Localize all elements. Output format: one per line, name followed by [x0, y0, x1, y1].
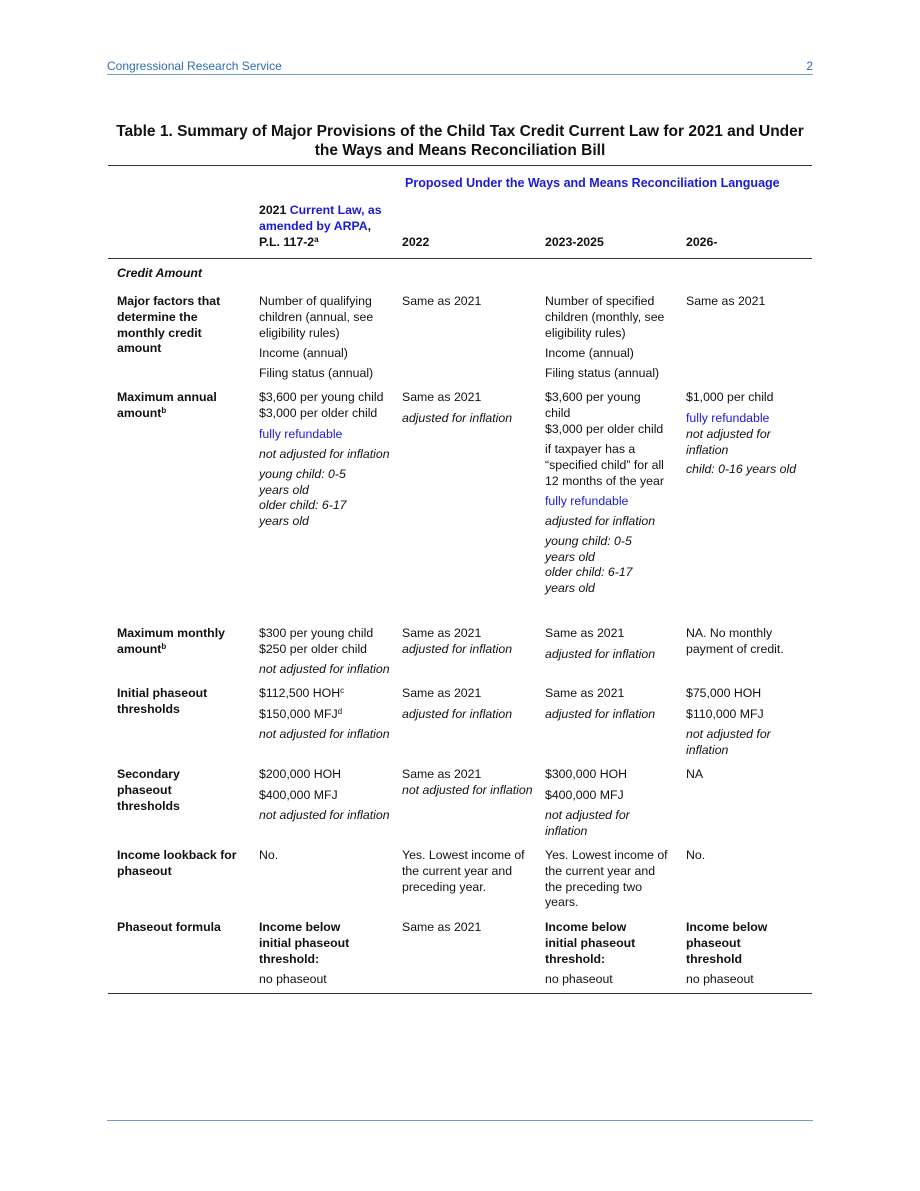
factors-2023-income: Income (annual): [545, 346, 634, 360]
formula-2026-condition: Income below phaseout threshold: [686, 920, 768, 966]
footnote-d: d: [337, 707, 343, 716]
monthly-2021-young: $300 per young child: [259, 626, 374, 640]
lookback-2021: No.: [259, 848, 279, 862]
table-title: Table 1. Summary of Major Provisions of the Child Tax Credit Current Law for 2021 and Under the Ways and Means Reconciliation Bill: [116, 123, 804, 159]
footnote-b: b: [161, 405, 167, 415]
annual-2026-refundable: fully refundable: [686, 411, 770, 425]
monthly-2023-inflation: adjusted for inflation: [545, 647, 656, 661]
initial-2026-hoh: $75,000 HOH: [686, 686, 762, 700]
secondary-2021-hoh: $200,000 HOH: [259, 767, 342, 781]
secondary-2023-hoh: $300,000 HOH: [545, 767, 628, 781]
lookback-2026: No.: [686, 848, 706, 862]
col-2022: 2022: [402, 235, 430, 249]
col-current-law: [259, 203, 391, 250]
formula-2023-result: no phaseout: [545, 972, 613, 986]
factors-2023-children: Number of specified children (monthly, see eligibility rules): [545, 294, 665, 340]
annual-2023-older: $3,000 per older child: [545, 422, 664, 436]
annual-2026-inflation: not adjusted for inflation: [686, 427, 771, 457]
page-header: [107, 58, 813, 75]
monthly-label-text: Maximum monthly amount: [117, 626, 225, 656]
annual-2026-age: child: 0-16 years old: [686, 462, 797, 476]
factors-2022: Same as 2021: [402, 294, 482, 308]
section-credit-amount: Credit Amount: [117, 266, 202, 280]
annual-2021-older: $3,000 per older child: [259, 406, 378, 420]
monthly-2021-older: $250 per older child: [259, 642, 368, 656]
row-label-lookback: Income lookback for phaseout: [117, 848, 237, 878]
row-label-monthly: [117, 626, 247, 658]
monthly-2022-inflation: adjusted for inflation: [402, 642, 513, 656]
secondary-2022-inflation: not adjusted for inflation: [402, 783, 533, 797]
table-top-rule: [108, 165, 812, 166]
factors-2021-income: Income (annual): [259, 346, 348, 360]
page-footer-rule: [107, 1120, 813, 1121]
row-label-annual: [117, 390, 237, 422]
formula-2022: Same as 2021: [402, 920, 482, 934]
annual-2021-young: $3,600 per young child: [259, 390, 384, 404]
annual-2023-young-age: young child: 0-5 years old: [545, 534, 632, 564]
col-2026: 2026-: [686, 235, 718, 249]
row-label-initial: Initial phaseout thresholds: [117, 686, 208, 716]
annual-2022-inflation: adjusted for inflation: [402, 411, 513, 425]
arpa-label: ARPA: [333, 218, 368, 233]
formula-2021-result: no phaseout: [259, 972, 327, 986]
secondary-2021-inflation: not adjusted for inflation: [259, 808, 390, 822]
annual-2021-young-age: young child: 0-5 years old: [259, 467, 346, 497]
annual-2022-same: Same as 2021: [402, 390, 482, 404]
initial-2021-inflation: not adjusted for inflation: [259, 727, 390, 741]
secondary-2022-same: Same as 2021: [402, 767, 482, 781]
col-current-year: 2021: [259, 203, 287, 217]
proposed-heading: Proposed Under the Ways and Means Reconciliation Language: [405, 176, 780, 190]
pl-label: , P.L. 117-2: [259, 218, 372, 249]
formula-2026-result: no phaseout: [686, 972, 754, 986]
initial-2022-same: Same as 2021: [402, 686, 482, 700]
formula-2021-condition: Income below initial phaseout threshold:: [259, 920, 350, 966]
annual-2021-older-age: older child: 6-17 years old: [259, 498, 347, 528]
initial-2021-mfj: [259, 707, 391, 723]
initial-2021-hoh-text: $112,500 HOH: [259, 686, 341, 700]
annual-2021-inflation: not adjusted for inflation: [259, 447, 390, 461]
row-label-secondary: Secondary phaseout thresholds: [117, 767, 180, 813]
factors-2023-filing: Filing status (annual): [545, 366, 660, 380]
annual-2023-young: $3,600 per young child: [545, 390, 641, 420]
annual-2026-amount: $1,000 per child: [686, 390, 774, 404]
header-rule: [108, 258, 812, 259]
col-2023-2025: 2023-2025: [545, 235, 604, 249]
initial-2026-mfj: $110,000 MFJ: [686, 707, 764, 721]
initial-2026-inflation: not adjusted for inflation: [686, 727, 771, 757]
monthly-2026: NA. No monthly payment of credit.: [686, 626, 784, 656]
initial-2021-mfj-text: $150,000 MFJ: [259, 707, 338, 721]
factors-2026: Same as 2021: [686, 294, 766, 308]
secondary-2021-mfj: $400,000 MFJ: [259, 788, 338, 802]
annual-2023-refundable: fully refundable: [545, 494, 629, 508]
row-label-formula: Phaseout formula: [117, 920, 221, 934]
footnote-c: c: [340, 686, 345, 695]
secondary-2023-mfj: $400,000 MFJ: [545, 788, 624, 802]
current-law-label: Current Law, as amended by: [259, 203, 382, 233]
footnote-a: a: [314, 234, 319, 244]
factors-2021-children: Number of qualifying children (annual, see eligibility rules): [259, 294, 374, 340]
annual-2021-refundable: fully refundable: [259, 427, 343, 441]
initial-2022-inflation: adjusted for inflation: [402, 707, 513, 721]
lookback-2023: Yes. Lowest income of the current year and the preceding two years.: [545, 848, 668, 910]
annual-2023-inflation: adjusted for inflation: [545, 514, 656, 528]
initial-2023-same: Same as 2021: [545, 686, 625, 700]
lookback-2022: Yes. Lowest income of the current year and preceding year.: [402, 848, 525, 894]
formula-2023-condition: Income below initial phaseout threshold:: [545, 920, 636, 966]
row-label-factors: Major factors that determine the monthly credit amount: [117, 294, 221, 356]
factors-2021-filing: Filing status (annual): [259, 366, 374, 380]
initial-2021-hoh: [259, 686, 391, 702]
monthly-2023-same: Same as 2021: [545, 626, 625, 640]
annual-2023-specified: if taxpayer has a “specified child” for all 12 months of the year: [545, 442, 664, 488]
monthly-2021-inflation: not adjusted for inflation: [259, 662, 390, 676]
initial-2023-inflation: adjusted for inflation: [545, 707, 656, 721]
annual-label-text: Maximum annual amount: [117, 390, 217, 420]
page-number: 2: [806, 59, 813, 73]
header-source: Congressional Research Service: [107, 59, 282, 73]
annual-2023-older-age: older child: 6-17 years old: [545, 565, 633, 595]
footnote-b-monthly: b: [161, 641, 167, 651]
secondary-2023-inflation: not adjusted for inflation: [545, 808, 630, 838]
secondary-2026: NA: [686, 767, 704, 781]
table-bottom-rule: [108, 993, 812, 994]
monthly-2022-same: Same as 2021: [402, 626, 482, 640]
